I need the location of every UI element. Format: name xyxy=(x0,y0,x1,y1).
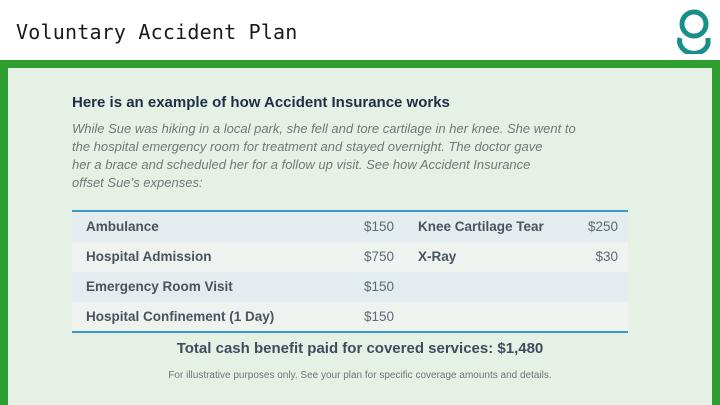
table-divider xyxy=(72,331,628,333)
service-name: Emergency Room Visit xyxy=(86,279,233,294)
table-row xyxy=(72,242,628,272)
example-heading: Here is an example of how Accident Insurance works xyxy=(72,94,450,111)
service-amount: $250 xyxy=(587,219,618,234)
page-title: Voluntary Accident Plan xyxy=(16,20,298,44)
total-benefit: Total cash benefit paid for covered services: $1,480 xyxy=(176,340,544,357)
disclaimer-text: For illustrative purposes only. See your plan for specific coverage amounts and details. xyxy=(168,370,552,381)
service-amount: $750 xyxy=(364,249,395,264)
service-name: X-Ray xyxy=(418,249,457,264)
service-name: Knee Cartilage Tear xyxy=(418,219,544,234)
table-row xyxy=(72,272,628,302)
service-amount: $150 xyxy=(364,309,395,324)
service-amount: $150 xyxy=(364,219,395,234)
service-amount: $30 xyxy=(595,249,618,264)
table-row xyxy=(72,212,628,242)
benefits-table xyxy=(72,210,628,332)
service-name: Hospital Admission xyxy=(86,249,212,264)
example-panel xyxy=(8,68,712,405)
table-row xyxy=(72,302,628,332)
scenario-line: While Sue was hiking in a local park, she fell and tore cartilage in her knee. She went to xyxy=(72,121,576,136)
guardian-g-logo-icon xyxy=(676,8,714,54)
service-name: Ambulance xyxy=(86,219,159,234)
scenario-line: her a brace and scheduled her for a follow up visit. See how Accident Insurance xyxy=(72,157,531,172)
service-name: Hospital Confinement (1 Day) xyxy=(86,309,275,324)
header-bar xyxy=(0,0,720,60)
service-amount: $150 xyxy=(364,279,395,294)
content-frame xyxy=(0,60,720,405)
scenario-line: offset Sue’s expenses: xyxy=(72,175,203,190)
scenario-line: the hospital emergency room for treatment and stayed overnight. The doctor gave xyxy=(72,139,543,154)
scenario-text xyxy=(72,120,592,192)
